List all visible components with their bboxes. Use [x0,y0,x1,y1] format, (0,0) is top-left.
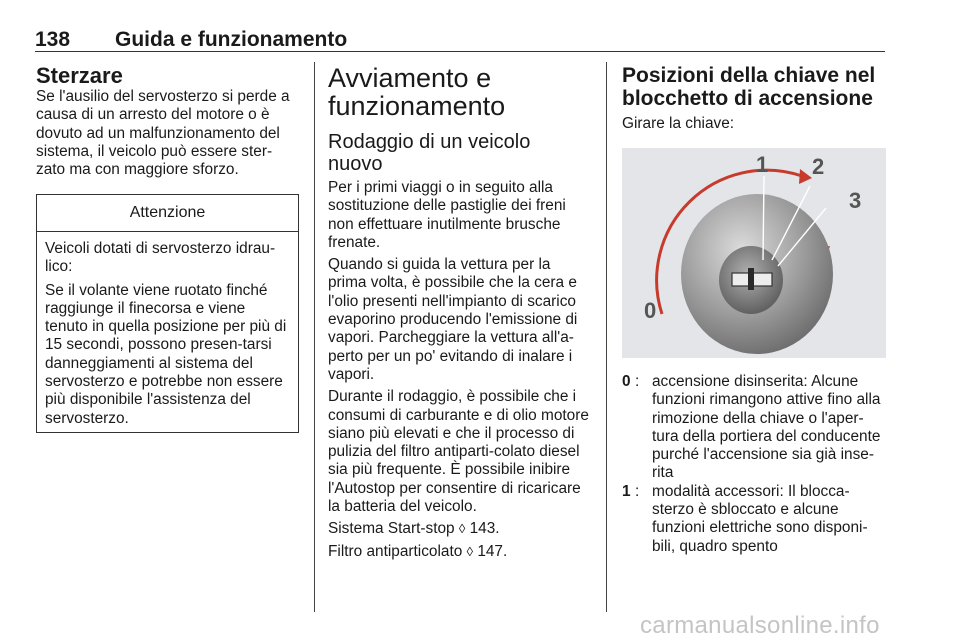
ignition-lock-illustration [622,148,886,358]
column-steering [36,64,298,183]
column-starting [328,64,590,565]
xref-start-stop-page: 143. [469,520,500,538]
xref-arrow-icon: ◊ [458,521,466,537]
warning-body [37,232,298,428]
arc-arrowhead [799,169,812,184]
running-in-paragraph-2: Quando si guida la vettura per la prima volta, è possibile che la cera e l'olio presenti nell'impianto di scarico evaporino producendo l'emissione di vapori. Parcheggiare la vettura all'a-perto per un po' evitando di inalare i vapori. [328,256,578,383]
column-divider-2 [606,62,607,612]
xref-arrow-icon: ◊ [466,543,474,559]
xref-filter-page: 147. [477,542,508,560]
list-item: 0 : accensione disinserita: Alcune funzioni rimangono attive fino alla rimozione della chiave o l'aper-tura della portiera del conducente purché l'accensione sia già inse-rita [622,373,888,483]
position-line-1 [763,176,764,260]
ignition-figure [622,148,886,358]
page-number: 138 [35,28,71,51]
figure-label-1: 1 [756,152,769,177]
list-item: 1 : modalità accessori: Il blocca-sterzo è sbloccato e alcune funzioni elettriche sono disponi-bili, quadro spento [622,483,888,556]
page-header [35,28,885,52]
section-heading-key-positions: Posizioni della chiave nel blocchetto di accensione [622,64,876,110]
xref-start-stop-label: Sistema Start-stop [328,520,455,538]
warning-box [36,194,299,433]
figure-label-3: 3 [849,188,862,213]
column-key-positions [622,64,886,137]
position-number: 1 [622,482,631,500]
section-heading-starting: Avviamento e funzionamento [328,63,506,121]
steering-paragraph: Se l'ausilio del servosterzo si perde a causa di un arresto del motore o è dovuto ad un malfunzionamento del sistema, il veicolo può essere ster-zato ma con maggiore sforzo. [36,88,290,179]
key-position-list [622,373,888,556]
xref-filter-label: Filtro antiparticolato [328,542,463,560]
warning-paragraph-2: Se il volante viene ruotato finché raggiunge il finecorsa e viene tenuto in quella posizione per più di 15 secondi, possono presen-tarsi danneggiamenti al sistema del servosterzo e potrebbe non essere più disponibile l'assistenza del servosterzo. [45,281,287,427]
figure-label-0: 0 [644,298,657,323]
warning-title: Attenzione [37,195,298,232]
running-in-paragraph-3: Durante il rodaggio, è possibile che i consumi di carburante e di olio motore siano più elevati e che il processo di pulizia del filtro antiparti-colato diesel sia più frequente. È possibile inibire l'Autostop per consentire di ricaricare la batteria del veicolo. [328,388,589,516]
running-in-paragraph-1: Per i primi viaggi o in seguito alla sostituzione delle pastiglie dei freni non effettuare inutilmente brusche frenate. [328,179,566,251]
key-intro: Girare la chiave: [622,115,735,132]
running-title: Guida e funzionamento [115,28,348,51]
watermark: carmanualsonline.info [640,612,880,639]
figure-label-2: 2 [812,154,825,179]
subheading-running-in: Rodaggio di un veicolo nuovo [328,131,531,175]
warning-paragraph-1: Veicoli dotati di servosterzo idrau-lico: [45,240,276,276]
position-number: 0 [622,373,631,390]
section-heading-steering: Sterzare [36,63,123,88]
cross-reference-particulate-filter[interactable] [328,543,590,561]
column-divider-1 [314,62,315,612]
cross-reference-start-stop[interactable] [328,520,590,538]
position-description: modalità accessori: Il blocca-sterzo è sbloccato e alcune funzioni elettriche sono disponi-bili, quadro spento [652,482,868,555]
position-description: accensione disinserita: Alcune funzioni rimangono attive fino alla rimozione della chiave o l'aper-tura della portiera del conducente purché l'accensione sia già inse-rita [652,373,881,482]
